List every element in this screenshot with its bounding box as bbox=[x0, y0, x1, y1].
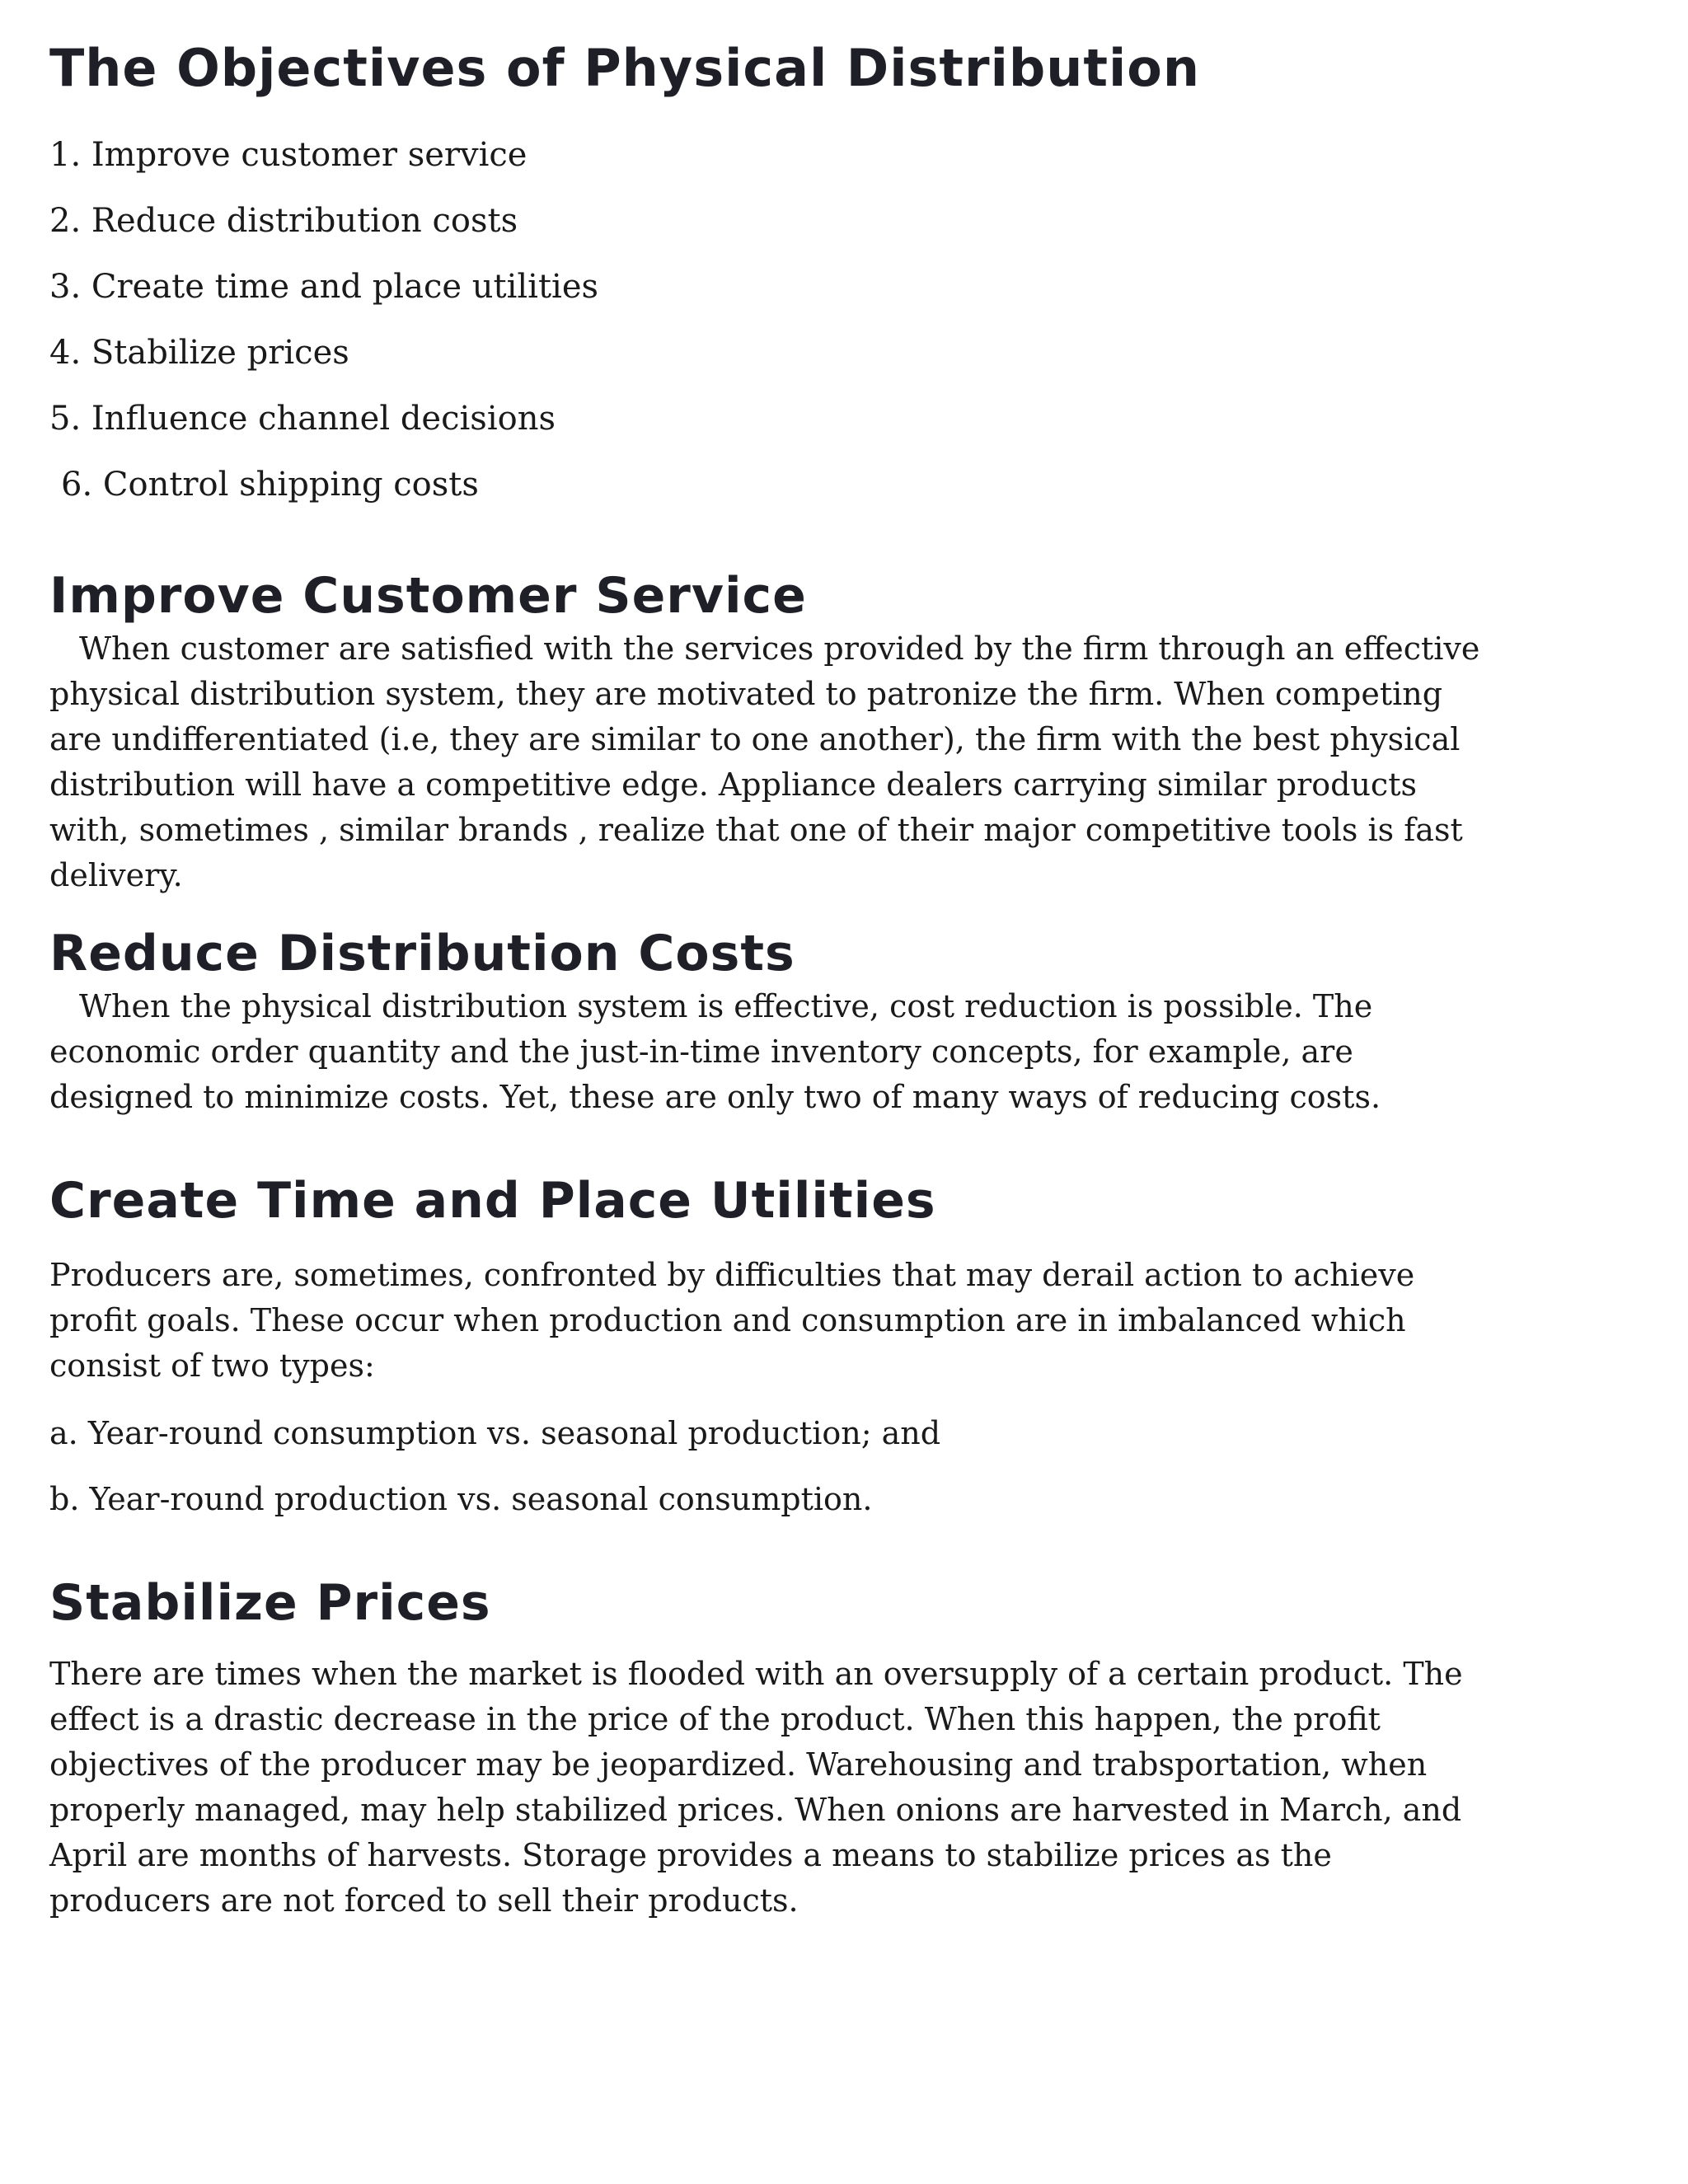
objective-item: 3. Create time and place utilities bbox=[49, 268, 599, 306]
section-heading-prices: Stabilize Prices bbox=[49, 1574, 491, 1632]
section-heading-utilities: Create Time and Place Utilities bbox=[49, 1172, 936, 1230]
utilities-item-a: a. Year-round consumption vs. seasonal production; and bbox=[49, 1415, 941, 1451]
section-body-customer-service: When customer are satisfied with the services provided by the firm through an effective physical distribution system, they are motivated to patronize the firm. When competing are undifferentiated (i.e, they are similar to one another), the firm with the best physical distribution will have a competitive edge. Appliance dealers carrying similar products with, sometimes , similar brands , realize that one of their major competitive tools is fast delivery. bbox=[49, 630, 1480, 893]
objective-item: 1. Improve customer service bbox=[49, 136, 528, 174]
section-heading-distribution-costs: Reduce Distribution Costs bbox=[49, 925, 795, 982]
page-title: The Objectives of Physical Distribution bbox=[49, 38, 1201, 98]
utilities-item-b: b. Year-round production vs. seasonal consumption. bbox=[49, 1481, 873, 1517]
section-body-distribution-costs: When the physical distribution system is effective, cost reduction is possible. The economic order quantity and the just-in-time inventory concepts, for example, are designed to minimize costs. Yet, these are only two of many ways of reducing costs. bbox=[49, 988, 1381, 1115]
objective-item: 4. Stabilize prices bbox=[49, 334, 349, 372]
objective-item: 5. Influence channel decisions bbox=[49, 400, 556, 438]
objective-item: 2. Reduce distribution costs bbox=[49, 202, 518, 240]
section-body-prices: There are times when the market is flooded with an oversupply of a certain product. The effect is a drastic decrease in the price of the product. When this happen, the profit objectives of the producer may be jeopardized. Warehousing and trabsportation, when properly managed, may help stabilized prices. When onions are harvested in March, and April are months of harvests. Storage provides a means to stabilize prices as the producers are not forced to sell their products. bbox=[49, 1656, 1463, 1919]
objective-item: 6. Control shipping costs bbox=[61, 466, 479, 504]
section-body-utilities: Producers are, sometimes, confronted by difficulties that may derail action to achieve profit goals. These occur when production and consumption are in imbalanced which consist of two types: bbox=[49, 1257, 1415, 1384]
objectives-list bbox=[49, 122, 598, 518]
section-heading-customer-service: Improve Customer Service bbox=[49, 567, 807, 625]
